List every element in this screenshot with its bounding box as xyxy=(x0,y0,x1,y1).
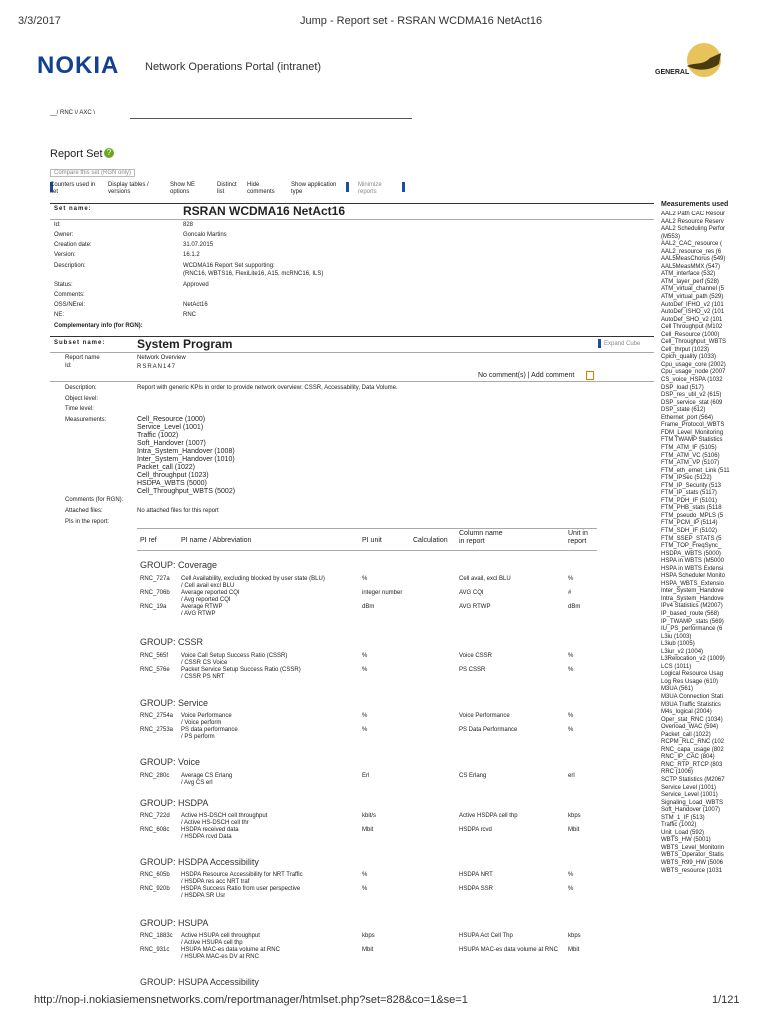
measurement-link[interactable]: AutoDef_IFHO_v2 (101 xyxy=(661,301,724,308)
measurement-link[interactable]: FTM_IP_stats (5117) xyxy=(661,490,717,497)
measurement-item: Inter_System_Handover (1010) xyxy=(137,456,235,463)
measurement-link[interactable]: DSP_load (517) xyxy=(661,384,704,391)
measurement-link[interactable]: RNC_capa_usage (802 xyxy=(661,746,724,753)
measurement-link[interactable]: FTM_TOP_FreqSync_ xyxy=(661,543,722,550)
field-label: Comments: xyxy=(54,292,85,298)
pi-ref: RNC_2753a xyxy=(140,727,174,733)
field-label: Attached files: xyxy=(65,508,103,514)
toolbar-label: list xyxy=(217,189,225,195)
measurement-link[interactable]: DSP_service_stat (609 xyxy=(661,399,723,406)
pi-abbreviation: / HSUPA MAC-es DV at RNC xyxy=(181,954,259,960)
field-value: RNC xyxy=(183,312,196,318)
table-header: PI unit xyxy=(362,537,382,544)
measurement-link[interactable]: HSPA_WBTS_Extensio xyxy=(661,580,724,587)
pi-unit: kbps xyxy=(362,933,375,939)
measurement-link[interactable]: (M553) xyxy=(661,233,681,240)
measurement-link[interactable]: AAL2 Path CAC Resour xyxy=(661,211,726,217)
pi-name: HSDPA Success Ratio from user perspective xyxy=(181,886,301,892)
measurement-link[interactable]: Cell_Throughput_WBTS xyxy=(661,339,727,346)
add-comment-icon[interactable] xyxy=(586,371,594,380)
measurement-link[interactable]: FTM_ATM_IF (5105) xyxy=(661,444,717,451)
toolbar-label: comments xyxy=(247,189,275,195)
measurement-link[interactable]: FTM_ATM_VC (5106) xyxy=(661,452,720,459)
toolbar-label: type xyxy=(291,189,303,195)
measurement-link[interactable]: STM_1_IF (513) xyxy=(661,814,705,821)
measurement-item: Cell_throughput (1023) xyxy=(137,472,209,479)
field-label: PIs in the report: xyxy=(65,519,110,525)
measurement-link[interactable]: FTM TWAMP Statistics xyxy=(661,437,723,444)
breadcrumb-divider xyxy=(130,118,412,119)
measurement-link[interactable]: RCPM_RLC_RNC (102 xyxy=(661,739,725,746)
measurement-link[interactable]: AAL2_resource_res (6 xyxy=(661,248,722,255)
table-header: Column name in report xyxy=(459,530,503,545)
measurement-link[interactable]: Soft_Handover (1007) xyxy=(661,807,721,814)
pi-name: Average RTWP xyxy=(181,604,223,610)
pi-column-name: Active HSDPA cell thp xyxy=(459,813,518,819)
pi-unit: % xyxy=(362,667,368,673)
measurement-link[interactable]: FTM_IPSec (5122) xyxy=(661,475,712,482)
toolbar-label: reports xyxy=(358,189,377,195)
measurement-item: Cell_Resource (1000) xyxy=(137,416,206,423)
measurement-link[interactable]: HSPA in WBTS Extensi xyxy=(661,565,724,572)
breadcrumb-rnc[interactable]: RNC xyxy=(60,110,74,116)
pi-column-name: HSUPA MAC-es data volume at RNC xyxy=(459,947,558,953)
measurements-sidebar-title: Measurements used xyxy=(661,201,729,208)
measurement-link[interactable]: M3UA Connection Stati xyxy=(661,694,724,700)
pi-column-name: PS CSSR xyxy=(459,667,486,673)
pi-name: Voice Call Setup Success Ratio (CSSR) xyxy=(181,653,288,659)
pi-report-unit: % xyxy=(568,667,574,673)
field-label: Creation date: xyxy=(54,242,92,248)
pi-abbreviation: / Cell avail excl BLU xyxy=(181,583,235,589)
pi-name: Voice Performance xyxy=(181,713,232,719)
measurement-link[interactable]: HSPA Scheduler Monito xyxy=(661,573,725,580)
measurement-link[interactable]: WBTS_HW (5001) xyxy=(661,837,711,844)
measurement-item: Service_Level (1001) xyxy=(137,424,204,431)
pi-group-title: GROUP: HSUPA xyxy=(140,918,209,928)
measurement-link[interactable]: FTM_pseudo_MPLS (5 xyxy=(661,512,724,519)
measurement-link[interactable]: IU_PS_performance (6 xyxy=(661,626,723,633)
pi-name: Active HSUPA cell throughput xyxy=(181,933,260,939)
field-label: Id: xyxy=(54,222,61,228)
measurement-link[interactable]: Logical Resource Usag xyxy=(661,671,724,678)
pi-unit: Mbit xyxy=(362,947,374,953)
field-label: OSS/NErel: xyxy=(54,302,86,308)
pi-name: Cell Availability, excluding blocked by user state (BLU) xyxy=(181,576,325,582)
page-title: Jump - Report set - RSRAN WCDMA16 NetAct16 xyxy=(300,15,543,27)
measurement-link[interactable]: Unit_Load (592) xyxy=(661,829,705,836)
measurement-link[interactable]: Cell Throughput (M102 xyxy=(661,324,723,331)
measurement-link[interactable]: L3Relocation_v2 (1009) xyxy=(661,656,725,663)
field-value: Report with generic KPIs in order to provide network overview: CSSR, Accessability, Data Volume. xyxy=(137,385,398,391)
field-value: No attached files for this report xyxy=(137,508,219,514)
measurement-link[interactable]: WBTS_Operator_Statis xyxy=(661,852,724,859)
pi-unit: Erl xyxy=(362,773,370,779)
toolbar-hide-comments[interactable] xyxy=(247,182,275,196)
measurement-link[interactable]: AAL2 Scheduling Perfor xyxy=(661,226,726,233)
field-label: Time level: xyxy=(65,406,94,412)
measurement-link[interactable]: L3iu (1003) xyxy=(661,633,692,640)
measurement-link[interactable]: HSDPA_WBTS (5000) xyxy=(661,550,721,557)
measurement-link[interactable]: ATM_virtual_channel (5 xyxy=(661,286,724,293)
measurement-link[interactable]: L3iur_v2 (1004) xyxy=(661,648,704,655)
pi-ref: RNC_1883c xyxy=(140,933,173,939)
pi-report-unit: erl xyxy=(568,773,575,779)
pi-name: Average CS Erlang xyxy=(181,773,233,779)
measurement-link[interactable]: AutoDef_SHO_v2 (101 xyxy=(661,316,723,323)
measurement-link[interactable]: M3UA Traffic Statistics xyxy=(661,701,721,708)
pi-group-title: GROUP: CSSR xyxy=(140,637,204,647)
measurement-link[interactable]: FTM_eth_ernet_Link (511 xyxy=(661,467,730,474)
report-id-label: Id: xyxy=(65,363,72,369)
pi-abbreviation: / HSDPA SR Usr xyxy=(181,893,226,899)
toolbar-label: Show application xyxy=(291,182,337,188)
toolbar-label: Display tables / xyxy=(108,182,149,188)
field-label: Status: xyxy=(54,282,73,288)
pi-unit: % xyxy=(362,727,368,733)
measurement-link[interactable]: Oper_stat_RNC (1034) xyxy=(661,716,723,723)
measurement-link[interactable]: Log Res Usage (610) xyxy=(661,678,719,685)
measurement-link[interactable]: Cpich_quality (1033) xyxy=(661,354,717,361)
pi-report-unit: % xyxy=(568,886,574,892)
measurement-link[interactable]: ATM_layer_perf (528) xyxy=(661,278,719,285)
pi-ref: RNC_706b xyxy=(140,590,170,596)
pi-name: HSDPA received data xyxy=(181,827,239,833)
measurement-link[interactable]: FTM_SDH_IF (5102) xyxy=(661,527,718,534)
pi-group-title: GROUP: HSDPA xyxy=(140,798,209,808)
divider xyxy=(137,550,597,551)
measurement-link[interactable]: IP_TWAMP_stats (569) xyxy=(661,618,724,625)
table-header: PI name / Abbreviation xyxy=(181,537,252,544)
pi-ref: RNC_920b xyxy=(140,886,170,892)
pi-ref: RNC_280c xyxy=(140,773,170,779)
pi-unit: Mbit xyxy=(362,827,374,833)
field-value: Goncalo Martins xyxy=(183,232,227,238)
measurement-link[interactable]: ATM_interface (532) xyxy=(661,271,716,278)
measurement-link[interactable]: AAL2 Resource Reserv xyxy=(661,218,724,225)
field-label: Version: xyxy=(54,252,76,258)
pi-group-title: GROUP: Coverage xyxy=(140,560,218,570)
measurement-link[interactable]: AutoDef_ISHO_v2 (101 xyxy=(661,309,725,316)
pi-abbreviation: / HSDPA rcvd Data xyxy=(181,834,232,840)
pi-report-unit: % xyxy=(568,653,574,659)
measurement-link[interactable]: SCTP Statistics (M2067 xyxy=(661,777,725,784)
measurement-link[interactable]: RNC_IP_CAC (804) xyxy=(661,754,715,761)
measurement-link[interactable]: Intra_System_Handove xyxy=(661,595,724,602)
toolbar-label: versions xyxy=(108,189,131,195)
pi-unit: % xyxy=(362,886,368,892)
measurement-link[interactable]: Cell_thrput (1023) xyxy=(661,346,710,353)
measurement-link[interactable]: FTM_PHB_stats (5118 xyxy=(661,505,722,512)
toolbar-label: set xyxy=(50,189,59,195)
measurement-link[interactable]: DSP_res_util_v2 (615) xyxy=(661,392,722,399)
pi-abbreviation: / Active HSUPA cell thp xyxy=(181,940,243,946)
pi-report-unit: % xyxy=(568,727,574,733)
pi-report-unit: Mbit xyxy=(568,827,580,833)
nokia-logo[interactable]: NOKIA xyxy=(37,52,120,79)
measurement-link[interactable]: FTM_IP_Security (513 xyxy=(661,482,722,489)
report-id: RSRAN147 xyxy=(137,364,177,370)
measurement-link[interactable]: M3UA (561) xyxy=(661,686,694,693)
pi-column-name: HSUPA Act Cell Thp xyxy=(459,933,513,939)
divider xyxy=(137,528,597,529)
pi-ref: RNC_19a xyxy=(140,604,167,610)
toolbar-label: options xyxy=(170,189,190,195)
toolbar-distinct[interactable] xyxy=(217,182,237,196)
field-label: Owner: xyxy=(54,232,74,238)
pi-name: Average reported CQI xyxy=(181,590,240,596)
pi-column-name: CS Erlang xyxy=(459,773,487,779)
pi-report-unit: % xyxy=(568,576,574,582)
comments-link[interactable]: No comment(s) | Add comment xyxy=(478,372,575,379)
toolbar-label: Distinct xyxy=(217,182,237,188)
measurement-link[interactable]: CS_voice_HSPA (1032 xyxy=(661,377,723,384)
measurement-link[interactable]: FDM_Level_Monitoring xyxy=(661,429,724,436)
field-value: 16.1.2 xyxy=(183,252,200,258)
set-name-label: Set name: xyxy=(54,206,92,212)
pi-abbreviation: / Avg reported CQI xyxy=(181,597,231,603)
measurement-item: Cell_Throughput_WBTS (5002) xyxy=(137,488,236,495)
pi-name: HSUPA MAC-es data volume at RNC xyxy=(181,947,280,953)
toolbar-show-app-type[interactable] xyxy=(291,182,336,196)
pi-report-unit: Mbit xyxy=(568,947,580,953)
measurement-link[interactable]: RRC (1006) xyxy=(661,769,694,776)
field-value: 828 xyxy=(183,222,194,228)
table-header: PI ref xyxy=(140,537,157,544)
pi-column-name: HSDPA rcvd xyxy=(459,827,492,833)
subset-name: System Program xyxy=(137,337,233,351)
measurement-link[interactable]: AAL5MeasMMX (547) xyxy=(661,263,721,270)
divider xyxy=(50,203,654,204)
pi-ref: RNC_605b xyxy=(140,872,170,878)
divider xyxy=(50,219,654,220)
measurement-link[interactable]: Cpu_usage_node (2007 xyxy=(661,369,726,376)
measurement-link[interactable]: RNC_RTP_RTCP (803 xyxy=(661,761,723,768)
measurement-link[interactable]: WBTS_Level_Monitorin xyxy=(661,844,725,851)
pi-name: Active HS-DSCH cell throughput xyxy=(181,813,268,819)
pi-unit: % xyxy=(362,872,368,878)
measurement-link[interactable]: FTM_PDH_IF (5101) xyxy=(661,497,718,504)
measurement-link[interactable]: WBTS_resource (1031 xyxy=(661,867,723,874)
measurement-link[interactable]: L3iub (1005) xyxy=(661,641,695,648)
field-label: Measurements: xyxy=(65,417,107,423)
measurement-link[interactable]: IPv4 Statistics (M2007) xyxy=(661,603,723,610)
measurement-link[interactable]: IP_based_route (568) xyxy=(661,610,720,617)
measurement-link[interactable]: DSP_state (612) xyxy=(661,407,706,414)
toolbar-display-tables[interactable] xyxy=(108,182,149,196)
pi-report-unit: kbps xyxy=(568,813,581,819)
pi-name: Packet Service Setup Success Ratio (CSSR) xyxy=(181,667,301,673)
measurement-link[interactable]: Signaling_Load_WBTS xyxy=(661,799,724,806)
toolbar-label: Minimize xyxy=(358,182,382,188)
measurement-link[interactable]: M4s_logical (2004) xyxy=(661,709,712,716)
pi-abbreviation: / CSSR CS Voice xyxy=(181,660,228,666)
field-value: NetAct16 xyxy=(183,302,208,308)
measurement-link[interactable]: Cell_Resource (1000) xyxy=(661,331,720,338)
pi-name: HSDPA Resource Accessibility for NRT Traffic xyxy=(181,872,303,878)
pi-abbreviation: / HSDPA res acc NRT traf xyxy=(181,879,250,885)
measurement-list xyxy=(137,416,235,496)
pi-column-name: Voice CSSR xyxy=(459,653,493,659)
pi-group-title: GROUP: HSDPA Accessibility xyxy=(140,857,259,867)
field-value: 31.07.2015 xyxy=(183,242,214,248)
expand-marker-icon xyxy=(598,339,601,348)
pi-column-name: Voice Performance xyxy=(459,713,510,719)
help-icon[interactable]: ? xyxy=(104,148,114,158)
pi-unit: % xyxy=(362,653,368,659)
pi-ref: RNC_931c xyxy=(140,947,170,953)
measurement-link[interactable]: FTM_PCM_IP (5114) xyxy=(661,520,718,527)
toolbar-minimize[interactable] xyxy=(358,182,382,196)
pi-name: PS data performance xyxy=(181,727,238,733)
pi-ref: RNC_608c xyxy=(140,827,170,833)
pi-group-title: GROUP: Service xyxy=(140,698,209,708)
measurement-item: Soft_Handover (1007) xyxy=(137,440,206,447)
pi-column-name: AVG RTWP xyxy=(459,604,491,610)
breadcrumb: __/ RNC \/ AXC \ xyxy=(50,110,96,116)
pi-column-name: HSDPA NRT xyxy=(459,872,493,878)
pi-unit: dBm xyxy=(362,604,375,610)
field-label: Object level: xyxy=(65,396,99,402)
expand-cube-button[interactable]: Expand Cube xyxy=(604,341,641,347)
measurement-link[interactable]: LCS (1011) xyxy=(661,663,692,670)
pi-abbreviation: / CSSR PS NRT xyxy=(181,674,225,680)
pi-report-unit: # xyxy=(568,590,572,596)
pi-group-title: GROUP: HSUPA Accessibility xyxy=(140,977,259,987)
field-value: WCDMA16 Report Set supporting: xyxy=(183,263,275,269)
pi-ref: RNC_565f xyxy=(140,653,169,659)
pi-report-unit: % xyxy=(568,872,574,878)
measurement-link[interactable]: Ethernet_port (564) xyxy=(661,414,714,421)
pi-abbreviation: / Avg CS erl xyxy=(181,780,213,786)
measurement-link[interactable]: Overload_WAC (594) xyxy=(661,724,719,731)
pi-unit: % xyxy=(362,713,368,719)
divider xyxy=(50,381,654,382)
measurement-item: Packet_call (1022) xyxy=(137,464,195,471)
pi-ref: RNC_2754a xyxy=(140,713,174,719)
field-value: (RNC16, WBTS16, FlexiLite16, A15, mcRNC16, ILS) xyxy=(183,271,324,277)
field-label: NE: xyxy=(54,312,65,318)
breadcrumb-axc[interactable]: AXC xyxy=(79,110,92,116)
measurement-link[interactable]: Traffic (1002) xyxy=(661,822,697,829)
measurement-link[interactable]: Inter_System_Handove xyxy=(661,588,724,595)
report-set-title: Report Set xyxy=(50,148,103,160)
toolbar-label: Counters used in xyxy=(50,182,96,188)
compare-set-button[interactable]: Compare this set (RGN only) xyxy=(50,169,135,177)
measurement-link[interactable]: Cpu_usage_core (2002) xyxy=(661,361,726,368)
toolbar-label: Show NE xyxy=(170,182,196,188)
measurement-link[interactable]: AAL2_CAC_resource ( xyxy=(661,241,723,248)
page-number: 1/121 xyxy=(712,994,740,1006)
measurements-sidebar xyxy=(661,211,768,875)
measurement-item: Traffic (1002) xyxy=(137,432,179,439)
pi-abbreviation: / PS perform xyxy=(181,734,215,740)
toolbar-counters[interactable] xyxy=(50,182,95,196)
toolbar-marker-icon xyxy=(402,182,405,192)
measurement-link[interactable]: AAL5MeasChorus (549) xyxy=(661,256,726,263)
toolbar-label: Hide xyxy=(247,182,260,188)
pi-report-unit: % xyxy=(568,713,574,719)
pi-abbreviation: / AVG RTWP xyxy=(181,611,216,617)
pi-column-name: PS Data Performance xyxy=(459,727,518,733)
measurement-link[interactable]: ATM_virtual_path (529) xyxy=(661,294,724,301)
pi-abbreviation: / Active HS-DSCH cell thr xyxy=(181,820,249,826)
field-label: Description: xyxy=(65,385,97,391)
pi-unit: % xyxy=(362,576,368,582)
measurement-link[interactable]: FTM_ATM_VP (5107) xyxy=(661,460,720,467)
pi-unit: kbit/s xyxy=(362,813,377,819)
measurement-item: Intra_System_Handover (1008) xyxy=(137,448,235,455)
measurement-link[interactable]: Packet_call (1022) xyxy=(661,731,711,738)
classification-label: GENERAL xyxy=(655,69,690,76)
measurement-link[interactable]: HSPA in WBTS (M5000 xyxy=(661,558,724,565)
pi-column-name: AVG CQI xyxy=(459,590,484,596)
toolbar-marker-icon xyxy=(346,182,349,192)
subset-name-label: Subset name: xyxy=(54,340,106,346)
field-label: Description: xyxy=(54,263,86,269)
table-header: Unit in report xyxy=(568,530,588,545)
pi-column-name: Cell avail, excl BLU xyxy=(459,576,511,582)
general-emblem-icon xyxy=(684,40,724,80)
toolbar-show-ne[interactable] xyxy=(170,182,195,196)
pi-report-unit: dBm xyxy=(568,604,581,610)
pi-column-name: HSDPA SSR xyxy=(459,886,493,892)
measurement-item: HSDPA_WBTS (5000) xyxy=(137,480,207,487)
measurement-link[interactable]: FTM_SSEP_STATS (5 xyxy=(661,535,722,542)
page-url: http://nop-i.nokiasiemensnetworks.com/reportmanager/htmlset.php?set=828&co=1&se=1 xyxy=(34,994,468,1006)
pi-unit: integer number xyxy=(362,590,403,596)
measurement-link[interactable]: WBTS_R99_HW (5006 xyxy=(661,860,724,867)
pi-ref: RNC_576e xyxy=(140,667,170,673)
set-name: RSRAN WCDMA16 NetAct16 xyxy=(183,204,346,218)
measurement-link[interactable]: Service Level (1001) xyxy=(661,784,717,791)
report-name: Network Overview xyxy=(137,355,186,361)
pi-report-unit: kbps xyxy=(568,933,581,939)
table-header: Calculation xyxy=(413,537,448,544)
field-label: Comments (for RGN): xyxy=(65,497,124,503)
pi-ref: RNC_722d xyxy=(140,813,170,819)
pi-abbreviation: / Voice perform xyxy=(181,720,222,726)
print-date: 3/3/2017 xyxy=(18,15,61,27)
measurement-link[interactable]: Service_Level (1001) xyxy=(661,792,718,799)
field-value: Approved xyxy=(183,282,209,288)
portal-name: Network Operations Portal (intranet) xyxy=(145,61,322,73)
report-name-label: Report name xyxy=(65,355,100,361)
pi-group-title: GROUP: Voice xyxy=(140,757,201,767)
pi-ref: RNC_727a xyxy=(140,576,170,582)
measurement-link[interactable]: Frame_Protocol_WBTS xyxy=(661,422,725,429)
field-label: Complementary info (for RGN): xyxy=(54,323,143,329)
divider xyxy=(50,352,654,353)
